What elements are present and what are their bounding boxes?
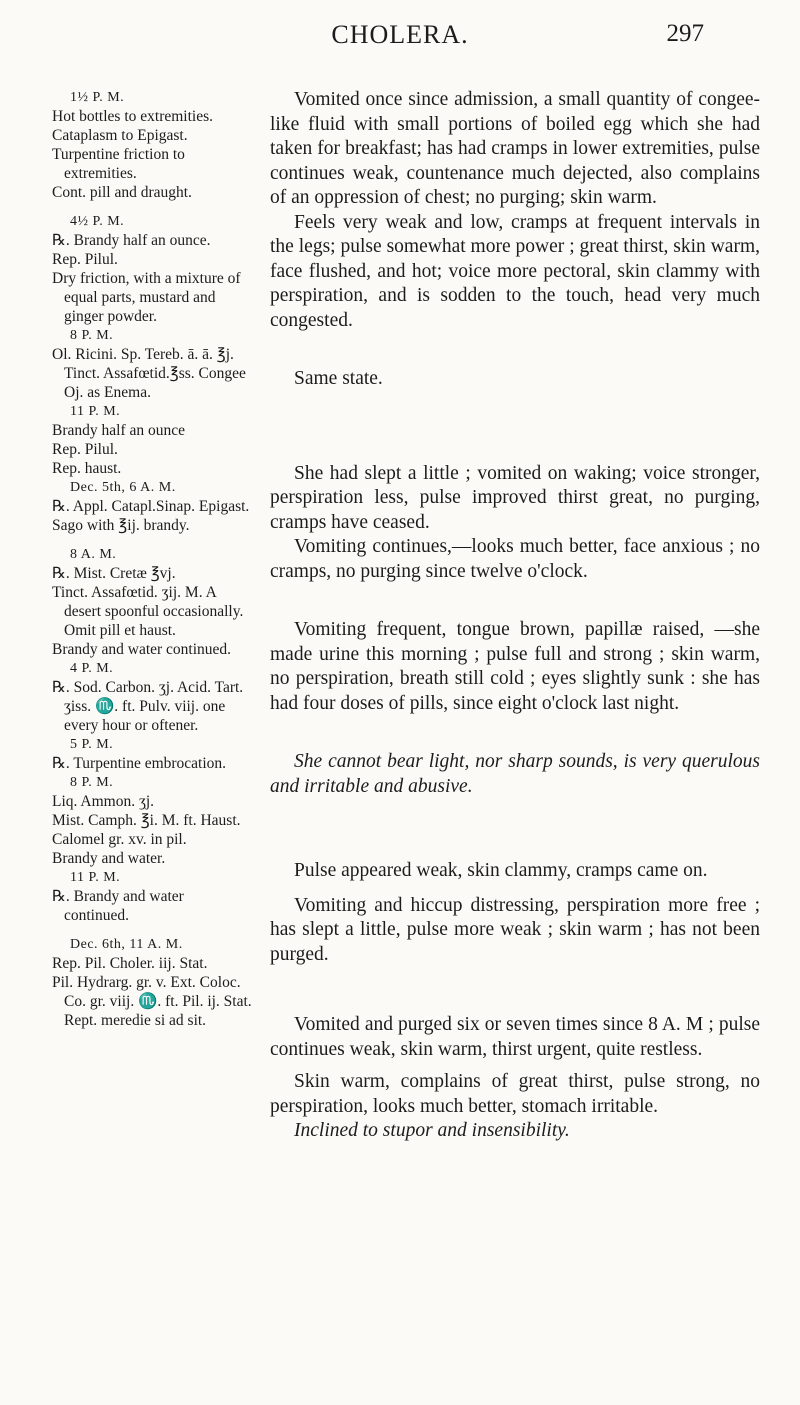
prescription-entry: Liq. Ammon. ʒj. — [52, 793, 155, 810]
prescription-entry: Calomel gr. xv. in pil. — [52, 831, 187, 848]
case-note-paragraph: Vomited and purged six or seven times since 8 A. M ; pulse continues weak, skin warm, thirst urgent, quite restless. — [270, 1014, 760, 1060]
timestamp: 8 P. M. — [70, 775, 114, 790]
case-note-paragraph: Vomiting and hiccup distressing, perspiration more free ; has slept a little, pulse more weak ; skin warm ; has not been purged. — [270, 894, 760, 965]
timestamp: Dec. 5th, 6 A. M. — [70, 480, 176, 495]
prescription-entry: Tinct. Assafœtid. ʒij. M. A desert spoonful occasionally. Omit pill et haust. — [52, 584, 244, 639]
timestamp: 11 P. M. — [70, 870, 121, 885]
spacer — [52, 925, 252, 935]
prescription-entry: Brandy and water continued. — [52, 641, 232, 658]
prescription-entry: Ol. Ricini. Sp. Tereb. ā. ā. ℥j. Tinct. Assafœtid.℥ss. Congee Oj. as Enema. — [52, 346, 246, 401]
timestamp: 4½ P. M. — [70, 214, 125, 229]
prescription-entry: ℞. Brandy and water continued. — [52, 888, 184, 924]
prescription-entry: Rep. Pil. Choler. iij. Stat. — [52, 955, 208, 972]
case-note-paragraph: Vomiting continues,—looks much better, face anxious ; no cramps, no purging since twelve o'clock. — [270, 536, 760, 582]
prescription-entry: Cataplasm to Epigast. — [52, 127, 188, 144]
running-title: CHOLERA. — [331, 20, 469, 49]
prescription-entry: Rep. Pilul. — [52, 251, 118, 268]
timestamp: 4 P. M. — [70, 661, 114, 676]
timestamp: 5 P. M. — [70, 737, 114, 752]
prescription-entry: ℞. Mist. Cretæ ℥vj. — [52, 565, 176, 582]
prescription-entry: Brandy and water. — [52, 850, 166, 867]
timestamp: 11 P. M. — [70, 404, 121, 419]
case-note-paragraph: Vomiting frequent, tongue brown, papillæ raised, —she made urine this morning ; pulse full and strong ; skin warm, no perspiration, breath still cold ; eyes slightly sunk : she has had four doses of pills, since eight o'clock last night. — [270, 619, 760, 714]
timestamp: Dec. 6th, 11 A. M. — [70, 937, 183, 952]
prescription-entry: Rep. haust. — [52, 460, 122, 477]
case-note-paragraph: She had slept a little ; vomited on waking; voice stronger, perspiration less, pulse improved thirst great, no purging, cramps have ceased. — [270, 462, 760, 533]
spacer — [52, 535, 252, 545]
case-note-paragraph: Inclined to stupor and insensibility. — [294, 1120, 570, 1141]
case-note-paragraph: Feels very weak and low, cramps at frequent intervals in the legs; pulse somewhat more power ; great thirst, skin warm, face flushed, and hot; voice more pectoral, skin clammy with perspiration, and is sodden to the touch, head very much congested. — [270, 211, 760, 331]
case-note-paragraph: Skin warm, complains of great thirst, pulse strong, no perspiration, looks much better, stomach irritable. — [270, 1071, 760, 1117]
prescription-column — [52, 88, 252, 1030]
prescription-entry: ℞. Turpentine embrocation. — [52, 755, 227, 772]
timestamp: 8 A. M. — [70, 547, 117, 562]
case-note-paragraph: Same state. — [294, 368, 383, 389]
prescription-entry: Cont. pill and draught. — [52, 184, 192, 201]
spacer — [52, 202, 252, 212]
prescription-entry: ℞. Appl. Catapl.Sinap. Epigast. — [52, 498, 250, 515]
prescription-entry: ℞. Sod. Carbon. ʒj. Acid. Tart. ʒiss. ♏. ft. Pulv. viij. one every hour or oftener. — [52, 679, 244, 734]
timestamp: 8 P. M. — [70, 328, 114, 343]
case-note-paragraph: Vomited once since admission, a small quantity of congee-like fluid with small portions of boiled egg which she had taken for breakfast; has had cramps in lower extremities, pulse continues weak, countenance much dejected, also complains of an oppression of chest; no purging; skin warm. — [270, 89, 760, 208]
case-note-paragraph: She cannot bear light, nor sharp sounds, is very querulous and irritable and abusive. — [270, 751, 760, 797]
page-header — [0, 16, 800, 56]
prescription-entry: Sago with ℥ij. brandy. — [52, 517, 190, 534]
prescription-entry: Pil. Hydrarg. gr. v. Ext. Coloc. Co. gr. viij. ♏. ft. Pil. ij. Stat. Rept. meredie si ad sit. — [52, 974, 252, 1029]
prescription-entry: Mist. Camph. ℥i. M. ft. Haust. — [52, 812, 241, 829]
prescription-entry: Dry friction, with a mixture of equal parts, mustard and ginger powder. — [52, 270, 241, 325]
prescription-entry: Brandy half an ounce — [52, 422, 185, 439]
prescription-entry: Rep. Pilul. — [52, 441, 118, 458]
case-notes-column — [270, 88, 760, 1144]
timestamp: 1½ P. M. — [70, 90, 125, 105]
prescription-entry: ℞. Brandy half an ounce. — [52, 232, 211, 249]
page-number: 297 — [666, 20, 704, 47]
prescription-entry: Turpentine friction to extremities. — [52, 146, 185, 182]
case-note-paragraph: Pulse appeared weak, skin clammy, cramps came on. — [294, 860, 708, 881]
prescription-entry: Hot bottles to extremities. — [52, 108, 214, 125]
